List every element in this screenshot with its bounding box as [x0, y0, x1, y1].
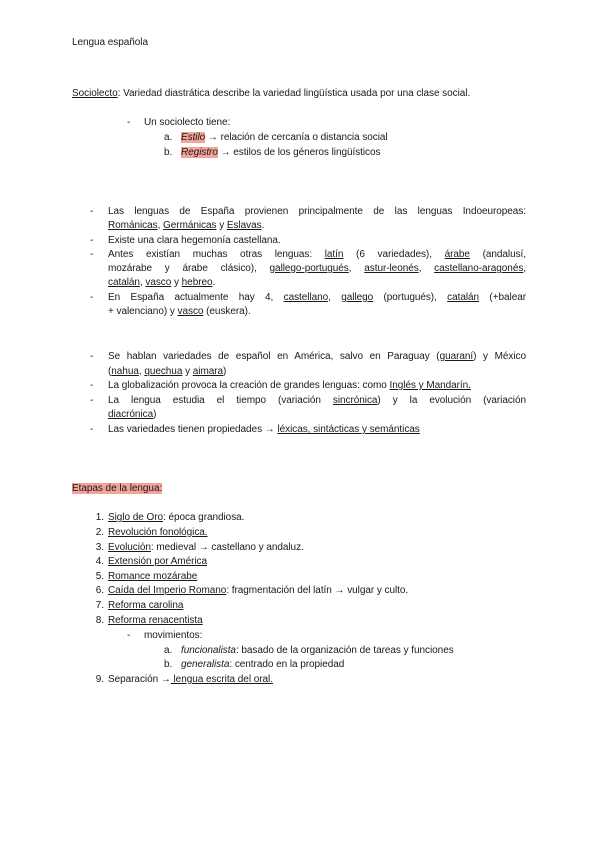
list-number: 9. [95, 674, 104, 685]
dash-bullet: - [90, 249, 94, 260]
list-item: Siglo de Oro: época grandiosa. [108, 512, 245, 523]
list-item: Revolución fonológica. [108, 527, 208, 538]
list-number: 6. [95, 585, 104, 596]
list-number: 8. [95, 615, 104, 626]
sociolecto-intro: Un sociolecto tiene: [144, 117, 231, 128]
dash-bullet: - [90, 351, 94, 362]
dash-bullet: - [90, 292, 94, 303]
dash-bullet: - [90, 395, 94, 406]
list-letter: b. [164, 147, 173, 158]
list-number: 1. [95, 512, 104, 523]
dash-bullet: - [90, 424, 94, 435]
list-letter: a. [164, 645, 173, 656]
list-item: Existe una clara hegemonía castellana. [108, 235, 281, 246]
list-item-registro: Registro → estilos de los géneros lingüísticos [181, 147, 381, 158]
dash-bullet: - [127, 117, 131, 128]
list-item: En España actualmente hay 4, castellano, gallego (portugués), catalán (+balear [108, 292, 526, 303]
registro-term: Registro [181, 147, 218, 158]
list-item: Se hablan variedades de español en América, salvo en Paraguay (guaraní) y México [108, 351, 526, 362]
list-number: 7. [95, 600, 104, 611]
etapas-title: Etapas de la lengua: [72, 483, 163, 494]
dash-bullet: - [90, 206, 94, 217]
list-item: Reforma renacentista [108, 615, 203, 626]
list-item: Las variedades tienen propiedades → léxicas, sintácticas y semánticas [108, 424, 420, 435]
list-letter: b. [164, 659, 173, 670]
list-item: Separación → lengua escrita del oral. [108, 674, 273, 685]
sociolecto-text: : Variedad diastrática describe la variedad lingüística usada por una clase social. [117, 88, 471, 99]
list-item: La globalización provoca la creación de grandes lenguas: como Inglés y Mandarín. [108, 380, 471, 391]
page-title: Lengua española [72, 37, 148, 48]
list-number: 4. [95, 556, 104, 567]
list-item: Reforma carolina [108, 600, 184, 611]
estilo-term: Estilo [181, 132, 206, 143]
section-heading [72, 483, 162, 494]
list-item-estilo: Estilo → relación de cercanía o distancia social [181, 132, 388, 143]
sociolecto-term: Sociolecto [72, 88, 118, 99]
movimientos-label: movimientos: [144, 630, 203, 641]
list-item-continuation: mozárabe y árabe clásico), gallego-portugués, astur-leonés, castellano-aragonés, [108, 263, 527, 274]
list-item: La lengua estudia el tiempo (variación sincrónica) y la evolución (variación [108, 395, 526, 406]
list-number: 2. [95, 527, 104, 538]
list-number: 5. [95, 571, 104, 582]
list-item-continuation: (nahua, quechua y aimara) [108, 366, 227, 377]
sociolecto-definition [72, 88, 470, 99]
list-item: Caída del Imperio Romano: fragmentación del latín → vulgar y culto. [108, 585, 409, 596]
list-item: Antes existían muchas otras lenguas: latín (6 variedades), árabe (andalusí, [108, 249, 526, 260]
list-item: Evolución: medieval → castellano y andaluz. [108, 542, 304, 553]
dash-bullet: - [127, 630, 131, 641]
list-number: 3. [95, 542, 104, 553]
list-item-continuation: catalán, vasco y hebreo. [108, 277, 216, 288]
list-item: Las lenguas de España provienen principalmente de las lenguas Indoeuropeas: [108, 206, 526, 217]
list-item-funcionalista: funcionalista: basado de la organización de tareas y funciones [181, 645, 454, 656]
list-item: Romance mozárabe [108, 571, 198, 582]
list-item-continuation: + valenciano) y vasco (euskera). [108, 306, 251, 317]
dash-bullet: - [90, 235, 94, 246]
list-item: Extensión por América [108, 556, 207, 567]
list-item-continuation: diacrónica) [108, 409, 157, 420]
dash-bullet: - [90, 380, 94, 391]
list-item-generalista: generalista: centrado en la propiedad [181, 659, 345, 670]
list-letter: a. [164, 132, 173, 143]
list-item-continuation: Románicas, Germánicas y Eslavas. [108, 220, 265, 231]
